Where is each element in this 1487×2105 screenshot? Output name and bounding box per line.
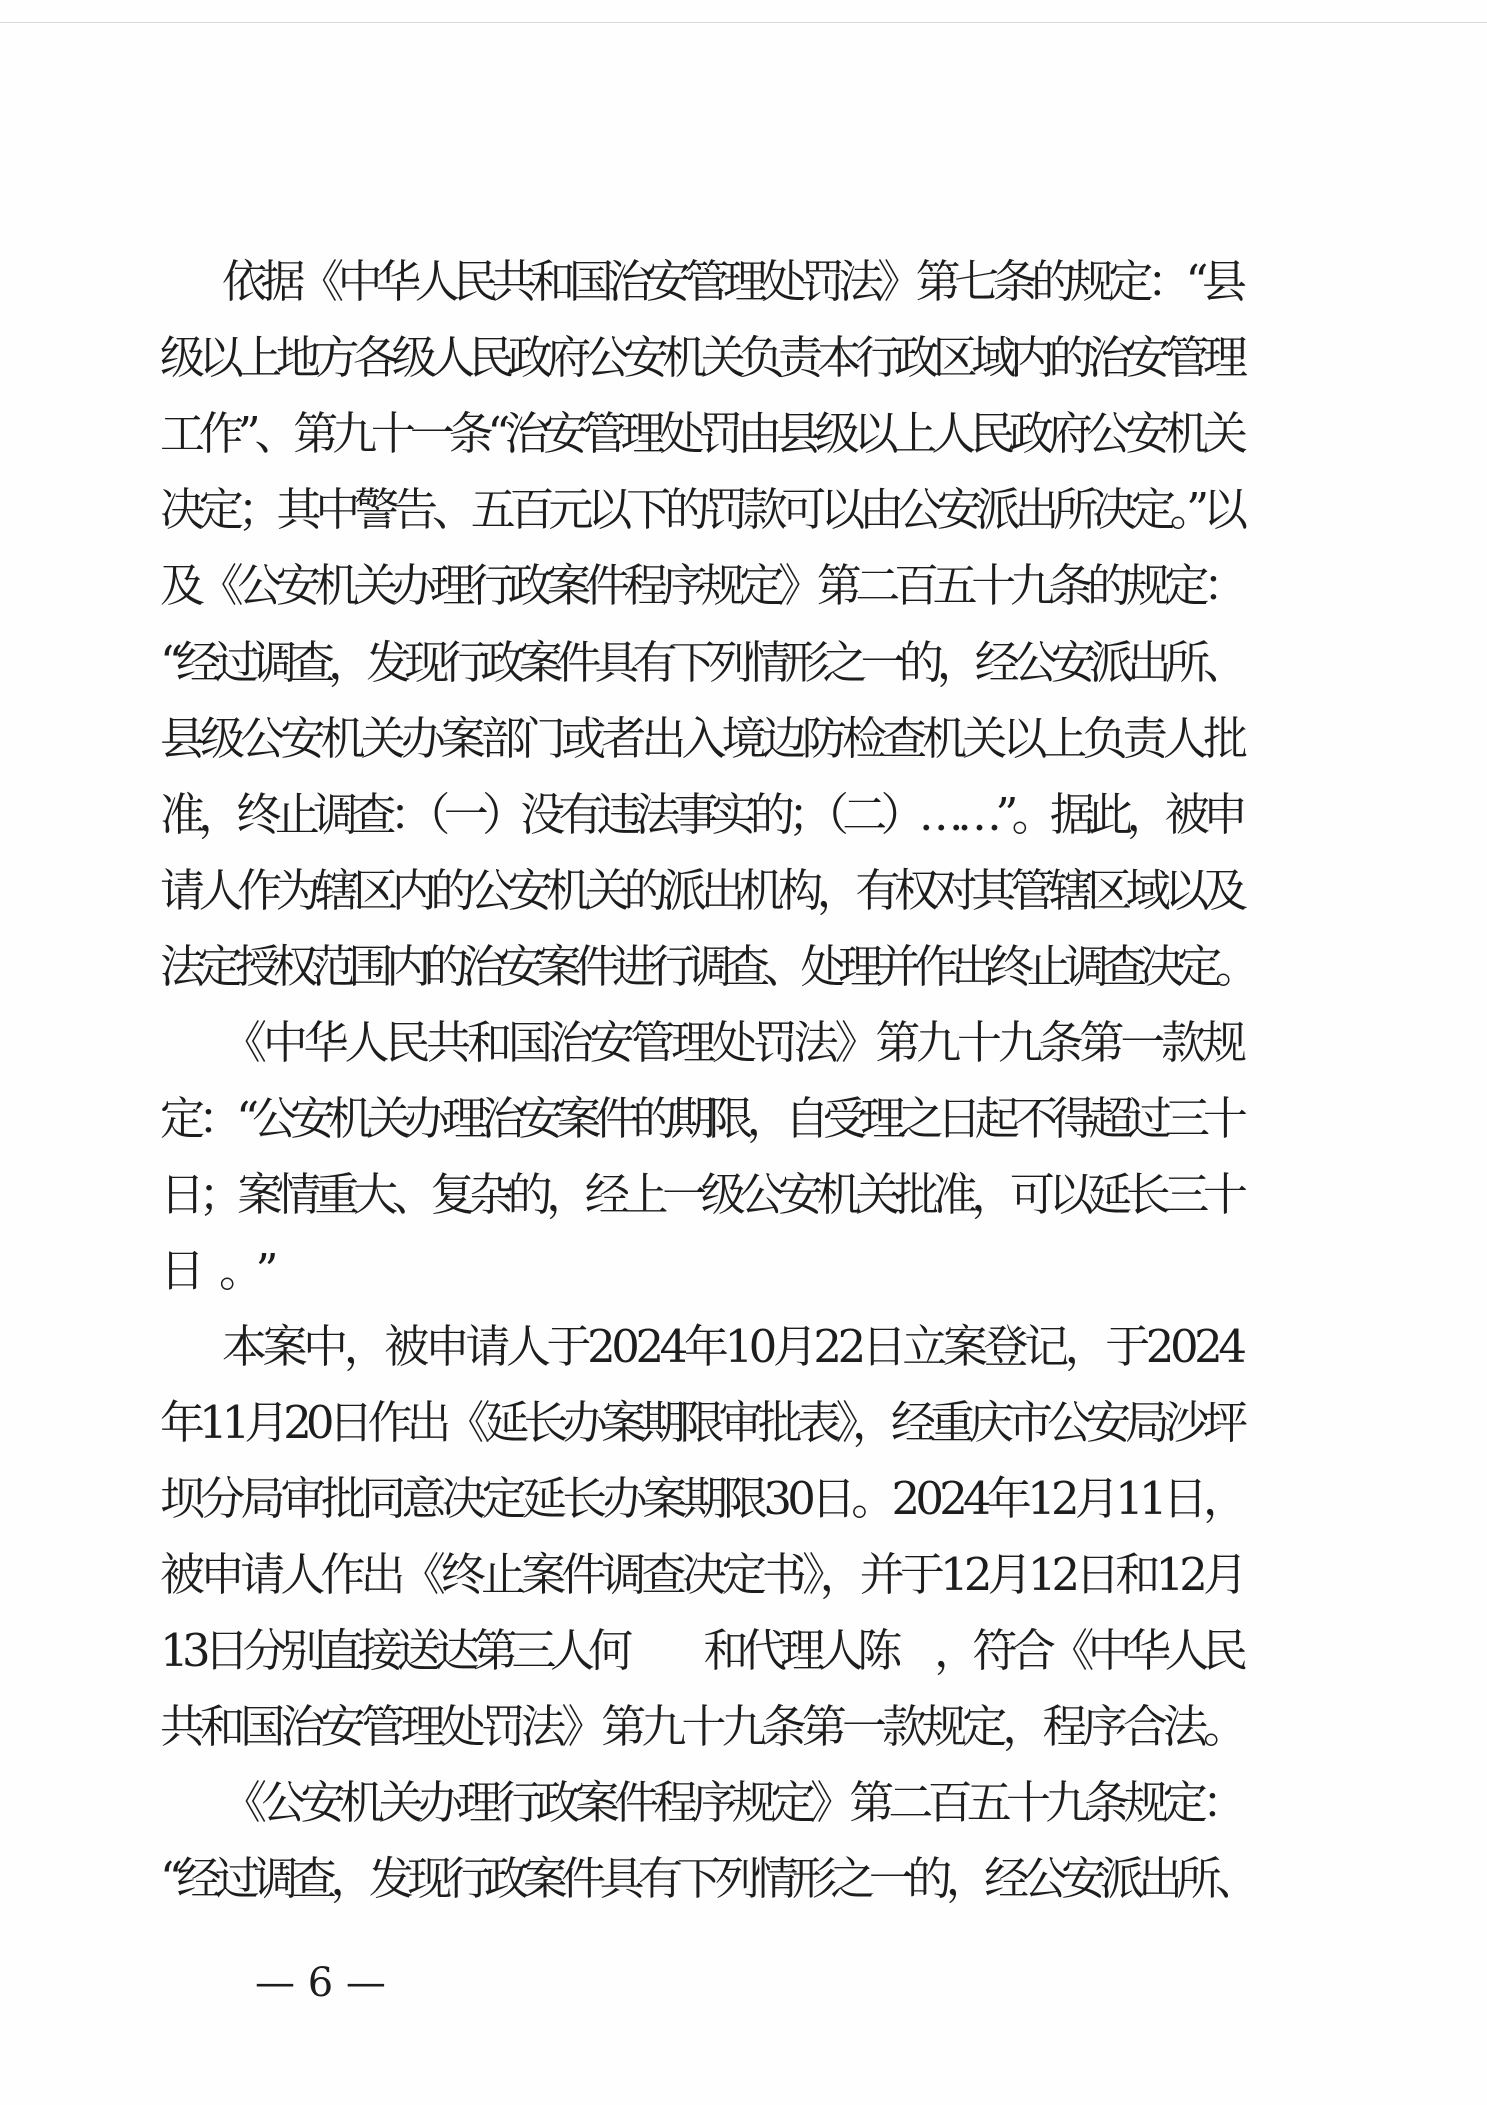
text-line: 日；案情重大、复杂的，经上一级公安机关批准，可以延长三十 bbox=[160, 1168, 1242, 1221]
text-line: 定：“公安机关办理治安案件的期限，自受理之日起不得超过三十 bbox=[160, 1092, 1242, 1145]
text-line: “经过调查，发现行政案件具有下列情形之一的，经公安派出所、 bbox=[160, 1852, 1254, 1905]
text-line: 请人作为辖区内的公安机关的派出机构，有权对其管辖区域以及 bbox=[160, 864, 1242, 917]
text-line: 本案中，被申请人于2024年10月22日立案登记，于2024 bbox=[222, 1320, 1243, 1373]
text-line: 决定；其中警告、五百元以下的罚款可以由公安派出所决定。”以 bbox=[160, 483, 1242, 536]
text-line: “经过调查，发现行政案件具有下列情形之一的，经公安派出所、 bbox=[160, 636, 1242, 689]
text-line: 法定授权范围内的治安案件进行调查、处理并作出终止调查决定。 bbox=[160, 940, 1253, 993]
text-line: 年11月20日作出《延长办案期限审批表》，经重庆市公安局沙坪 bbox=[160, 1396, 1242, 1449]
text-line: 工作”、第九十一条“治安管理处罚由县级以上人民政府公安机关 bbox=[160, 407, 1242, 460]
text-line: 依据《中华人民共和国治安管理处罚法》第七条的规定：“县 bbox=[222, 255, 1241, 308]
scan-edge-rule bbox=[0, 22, 1487, 23]
text-line: 13日分别直接送达第三人何 和代理人陈 ，符合《中华人民 bbox=[160, 1624, 1242, 1677]
text-line: 及《公安机关办理行政案件程序规定》第二百五十九条的规定： bbox=[160, 559, 1242, 612]
text-line: 准，终止调查：（一）没有违法事实的；（二）……”。据此，被申 bbox=[160, 788, 1242, 841]
text-line: 县级公安机关办案部门或者出入境边防检查机关以上负责人批 bbox=[160, 712, 1244, 765]
text-line: 《中华人民共和国治安管理处罚法》第九十九条第一款规 bbox=[222, 1016, 1243, 1069]
page-number: — 6 — bbox=[255, 1960, 386, 2006]
text-line: 被申请人作出《终止案件调查决定书》，并于12月12日和12月 bbox=[160, 1548, 1244, 1601]
text-line: 《公安机关办理行政案件程序规定》第二百五十九条规定： bbox=[222, 1776, 1242, 1829]
text-line: 坝分局审批同意决定延长办案期限30日。2024年12月11日， bbox=[160, 1472, 1244, 1525]
text-line: 日。” bbox=[160, 1244, 293, 1297]
text-line: 共和国治安管理处罚法》第九十九条第一款规定，程序合法。 bbox=[160, 1700, 1244, 1753]
text-line: 级以上地方各级人民政府公安机关负责本行政区域内的治安管理 bbox=[160, 331, 1242, 384]
